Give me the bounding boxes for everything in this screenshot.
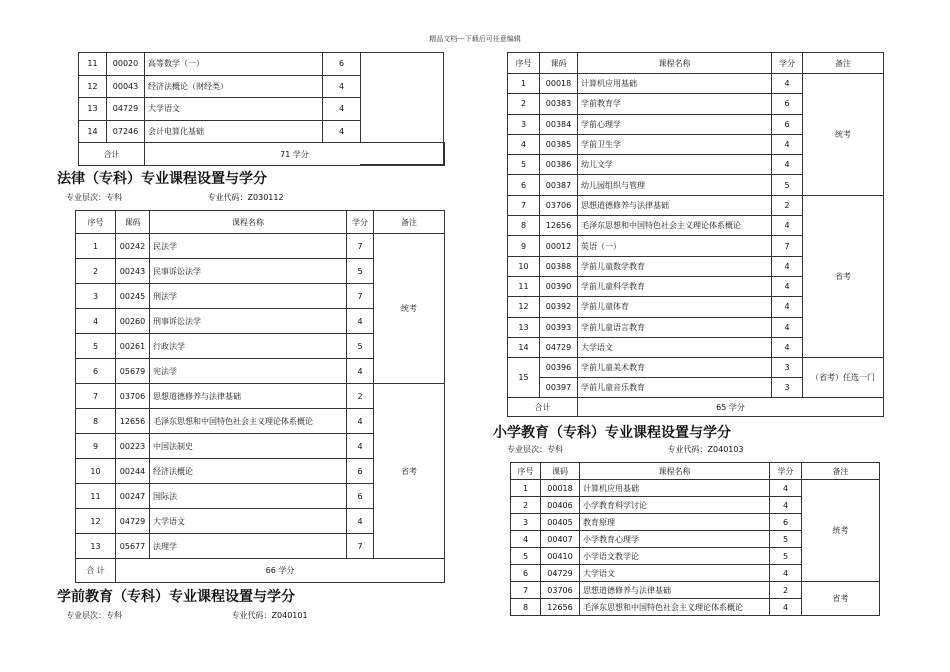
course-code: 00384 xyxy=(540,114,578,134)
row-number: 2 xyxy=(511,497,541,514)
course-credit: 4 xyxy=(770,497,802,514)
course-name: 中国法制史 xyxy=(150,434,347,459)
course-name: 小学教育心理学 xyxy=(580,531,770,548)
course-note: 统考 xyxy=(374,234,445,384)
total-label: 合计 xyxy=(79,143,145,166)
course-code: 00261 xyxy=(116,334,150,359)
row-number: 7 xyxy=(511,582,541,599)
row-number: 4 xyxy=(511,531,541,548)
course-code: 04729 xyxy=(107,98,145,121)
row-number: 14 xyxy=(508,337,540,357)
course-name: 经济法概论 xyxy=(150,459,347,484)
course-name: 高等数学（一） xyxy=(145,53,323,76)
row-number: 14 xyxy=(79,120,107,143)
course-name: 学前卫生学 xyxy=(578,134,772,154)
course-credit: 4 xyxy=(772,74,803,94)
course-code: 00223 xyxy=(116,434,150,459)
course-code: 03706 xyxy=(116,384,150,409)
course-name: 幼儿文学 xyxy=(578,155,772,175)
course-name: 刑法学 xyxy=(150,284,347,309)
course-credit: 4 xyxy=(770,599,802,616)
course-note: （省考）任选一门 xyxy=(803,358,884,398)
course-name: 民法学 xyxy=(150,234,347,259)
course-note: 统考 xyxy=(803,74,884,196)
course-name: 思想道德修养与法律基础 xyxy=(578,195,772,215)
course-credit: 2 xyxy=(770,582,802,599)
course-code: 03706 xyxy=(540,195,578,215)
course-name: 学前儿童科学教育 xyxy=(578,276,772,296)
primary-course-table xyxy=(510,462,880,616)
course-code: 00244 xyxy=(116,459,150,484)
course-credit: 4 xyxy=(347,359,374,384)
course-name: 大学语文 xyxy=(150,509,347,534)
col-code: 课码 xyxy=(541,463,580,480)
col-code: 课码 xyxy=(116,211,150,234)
course-name: 宪法学 xyxy=(150,359,347,384)
row-number: 12 xyxy=(79,75,107,98)
table-row xyxy=(511,582,880,599)
row-number: 13 xyxy=(76,534,116,559)
row-number: 6 xyxy=(76,359,116,384)
row-number: 4 xyxy=(76,309,116,334)
course-note: 省考 xyxy=(803,195,884,357)
total-value: 66 学分 xyxy=(116,559,445,583)
course-code: 00406 xyxy=(541,497,580,514)
course-code: 00243 xyxy=(116,259,150,284)
course-credit: 4 xyxy=(347,409,374,434)
col-no: 序号 xyxy=(508,53,540,74)
course-name: 教育原理 xyxy=(580,514,770,531)
course-code: 00392 xyxy=(540,297,578,317)
total-value: 71 学分 xyxy=(145,143,445,166)
course-code: 00388 xyxy=(540,256,578,276)
course-credit: 6 xyxy=(772,94,803,114)
course-credit: 4 xyxy=(770,565,802,582)
course-name: 毛泽东思想和中国特色社会主义理论体系概论 xyxy=(150,409,347,434)
col-credit: 学分 xyxy=(347,211,374,234)
row-number: 8 xyxy=(508,216,540,236)
total-label: 合 计 xyxy=(76,559,116,583)
course-code: 00245 xyxy=(116,284,150,309)
course-name: 学前儿童数学教育 xyxy=(578,256,772,276)
col-note: 备注 xyxy=(803,53,884,74)
course-credit: 4 xyxy=(772,256,803,276)
course-code: 00390 xyxy=(540,276,578,296)
course-credit: 4 xyxy=(323,98,361,121)
course-credit: 4 xyxy=(347,509,374,534)
row-number: 1 xyxy=(508,74,540,94)
row-number: 8 xyxy=(511,599,541,616)
row-number: 15 xyxy=(508,358,540,398)
course-credit: 6 xyxy=(770,514,802,531)
row-number: 9 xyxy=(508,236,540,256)
course-credit: 4 xyxy=(772,216,803,236)
course-credit: 6 xyxy=(347,484,374,509)
course-code: 00247 xyxy=(116,484,150,509)
primary-meta xyxy=(507,444,744,455)
primary-level: 专业层次：专科 xyxy=(507,445,563,454)
course-name: 大学语文 xyxy=(578,337,772,357)
course-name: 毛泽东思想和中国特色社会主义理论体系概论 xyxy=(580,599,770,616)
course-credit: 5 xyxy=(770,548,802,565)
total-label: 合计 xyxy=(508,398,578,417)
row-number: 12 xyxy=(76,509,116,534)
row-number: 4 xyxy=(508,134,540,154)
course-name: 英语（一） xyxy=(578,236,772,256)
course-credit: 4 xyxy=(347,309,374,334)
course-credit: 7 xyxy=(347,534,374,559)
course-code: 00012 xyxy=(540,236,578,256)
course-note: 省考 xyxy=(374,384,445,559)
course-name: 大学语文 xyxy=(580,565,770,582)
course-name: 计算机应用基础 xyxy=(580,480,770,497)
course-name: 思想道德修养与法律基础 xyxy=(580,582,770,599)
row-number: 13 xyxy=(79,98,107,121)
col-code: 课码 xyxy=(540,53,578,74)
law-code: 专业代码：Z030112 xyxy=(207,193,284,202)
course-credit: 4 xyxy=(770,480,802,497)
page-header-note: 精品文档---下载后可任意编辑 xyxy=(429,35,521,43)
course-name: 学前儿童体育 xyxy=(578,297,772,317)
row-number: 8 xyxy=(76,409,116,434)
row-number: 7 xyxy=(76,384,116,409)
course-code: 00407 xyxy=(541,531,580,548)
course-code: 00396 xyxy=(540,358,578,378)
col-name: 课程名称 xyxy=(150,211,347,234)
course-credit: 4 xyxy=(323,75,361,98)
row-number: 12 xyxy=(508,297,540,317)
course-code: 00383 xyxy=(540,94,578,114)
col-no: 序号 xyxy=(76,211,116,234)
course-credit: 4 xyxy=(347,434,374,459)
course-name: 计算机应用基础 xyxy=(578,74,772,94)
preschool-course-table xyxy=(507,52,884,417)
course-name: 学前儿童音乐教育 xyxy=(578,378,772,398)
course-code: 04729 xyxy=(540,337,578,357)
law-course-table xyxy=(75,210,445,583)
row-number: 11 xyxy=(508,276,540,296)
row-number: 1 xyxy=(76,234,116,259)
row-number: 2 xyxy=(76,259,116,284)
col-credit: 学分 xyxy=(772,53,803,74)
table-row xyxy=(79,53,361,76)
course-credit: 5 xyxy=(347,334,374,359)
course-note: 统考 xyxy=(802,480,880,582)
row-number: 9 xyxy=(76,434,116,459)
course-code: 00410 xyxy=(541,548,580,565)
course-credit: 6 xyxy=(347,459,374,484)
course-credit: 6 xyxy=(323,53,361,76)
col-no: 序号 xyxy=(511,463,541,480)
course-credit: 4 xyxy=(772,297,803,317)
col-name: 课程名称 xyxy=(578,53,772,74)
preschool-code: 专业代码：Z040101 xyxy=(231,611,308,620)
course-code: 00260 xyxy=(116,309,150,334)
course-credit: 2 xyxy=(347,384,374,409)
row-number: 3 xyxy=(508,114,540,134)
row-number: 2 xyxy=(508,94,540,114)
course-code: 04729 xyxy=(116,509,150,534)
course-name: 思想道德修养与法律基础 xyxy=(150,384,347,409)
course-code: 00018 xyxy=(540,74,578,94)
col-note: 备注 xyxy=(802,463,880,480)
course-credit: 6 xyxy=(772,114,803,134)
course-credit: 4 xyxy=(772,337,803,357)
col-name: 课程名称 xyxy=(580,463,770,480)
course-credit: 7 xyxy=(347,284,374,309)
row-number: 3 xyxy=(511,514,541,531)
table-row xyxy=(511,480,880,497)
course-credit: 4 xyxy=(772,317,803,337)
row-number: 1 xyxy=(511,480,541,497)
course-name: 小学语文教学论 xyxy=(580,548,770,565)
course-credit: 2 xyxy=(772,195,803,215)
total-value: 65 学分 xyxy=(578,398,884,417)
course-name: 行政法学 xyxy=(150,334,347,359)
course-credit: 5 xyxy=(772,175,803,195)
row-number: 5 xyxy=(508,155,540,175)
course-code: 00385 xyxy=(540,134,578,154)
preschool-section-title: 学前教育（专科）专业课程设置与学分 xyxy=(57,589,295,605)
course-credit: 7 xyxy=(347,234,374,259)
course-name: 民事诉讼法学 xyxy=(150,259,347,284)
row-number: 3 xyxy=(76,284,116,309)
course-note: 省考 xyxy=(802,582,880,616)
row-number: 6 xyxy=(508,175,540,195)
law-meta xyxy=(66,192,284,203)
row-number: 11 xyxy=(79,53,107,76)
row-number: 5 xyxy=(511,548,541,565)
course-name: 幼儿园组织与管理 xyxy=(578,175,772,195)
course-code: 00020 xyxy=(107,53,145,76)
row-number: 6 xyxy=(511,565,541,582)
course-credit: 4 xyxy=(772,276,803,296)
col-note: 备注 xyxy=(374,211,445,234)
course-name: 刑事诉讼法学 xyxy=(150,309,347,334)
course-credit: 5 xyxy=(770,531,802,548)
course-code: 12656 xyxy=(541,599,580,616)
table-row xyxy=(508,74,884,94)
table-row xyxy=(508,195,884,215)
course-code: 00386 xyxy=(540,155,578,175)
course-code: 00397 xyxy=(540,378,578,398)
preschool-meta xyxy=(66,610,308,621)
table-row xyxy=(76,234,445,259)
course-code: 07246 xyxy=(107,120,145,143)
continued-total-row xyxy=(78,142,445,166)
course-name: 国际法 xyxy=(150,484,347,509)
course-name: 法理学 xyxy=(150,534,347,559)
row-number: 10 xyxy=(508,256,540,276)
primary-code: 专业代码：Z040103 xyxy=(667,445,744,454)
course-name: 学前教育学 xyxy=(578,94,772,114)
row-number: 5 xyxy=(76,334,116,359)
law-section-title: 法律（专科）专业课程设置与学分 xyxy=(57,171,267,187)
course-code: 05677 xyxy=(116,534,150,559)
row-number: 11 xyxy=(76,484,116,509)
course-code: 00043 xyxy=(107,75,145,98)
course-credit: 4 xyxy=(772,134,803,154)
law-level: 专业层次：专科 xyxy=(66,193,122,202)
table-row xyxy=(79,98,361,121)
course-code: 00393 xyxy=(540,317,578,337)
course-credit: 7 xyxy=(772,236,803,256)
row-number: 7 xyxy=(508,195,540,215)
course-name: 学前儿童美术教育 xyxy=(578,358,772,378)
course-credit: 3 xyxy=(772,358,803,378)
row-number: 13 xyxy=(508,317,540,337)
table-row xyxy=(508,358,884,378)
course-credit: 5 xyxy=(347,259,374,284)
course-name: 会计电算化基础 xyxy=(145,120,323,143)
row-number: 10 xyxy=(76,459,116,484)
continued-course-table xyxy=(78,52,361,143)
table-row xyxy=(79,120,361,143)
course-name: 学前儿童语言教育 xyxy=(578,317,772,337)
course-code: 12656 xyxy=(116,409,150,434)
course-code: 00242 xyxy=(116,234,150,259)
course-code: 12656 xyxy=(540,216,578,236)
course-credit: 3 xyxy=(772,378,803,398)
course-code: 00405 xyxy=(541,514,580,531)
primary-section-title: 小学教育（专科）专业课程设置与学分 xyxy=(493,425,731,441)
course-credit: 4 xyxy=(772,155,803,175)
course-name: 大学语文 xyxy=(145,98,323,121)
course-name: 毛泽东思想和中国特色社会主义理论体系概论 xyxy=(578,216,772,236)
course-code: 04729 xyxy=(541,565,580,582)
course-code: 05679 xyxy=(116,359,150,384)
preschool-level: 专业层次：专科 xyxy=(66,611,122,620)
course-credit: 4 xyxy=(323,120,361,143)
table-row xyxy=(76,384,445,409)
course-name: 经济法概论（财经类） xyxy=(145,75,323,98)
course-name: 小学教育科学讨论 xyxy=(580,497,770,514)
course-code: 00018 xyxy=(541,480,580,497)
table-row xyxy=(79,75,361,98)
course-name: 学前心理学 xyxy=(578,114,772,134)
col-credit: 学分 xyxy=(770,463,802,480)
course-code: 03706 xyxy=(541,582,580,599)
course-code: 00387 xyxy=(540,175,578,195)
